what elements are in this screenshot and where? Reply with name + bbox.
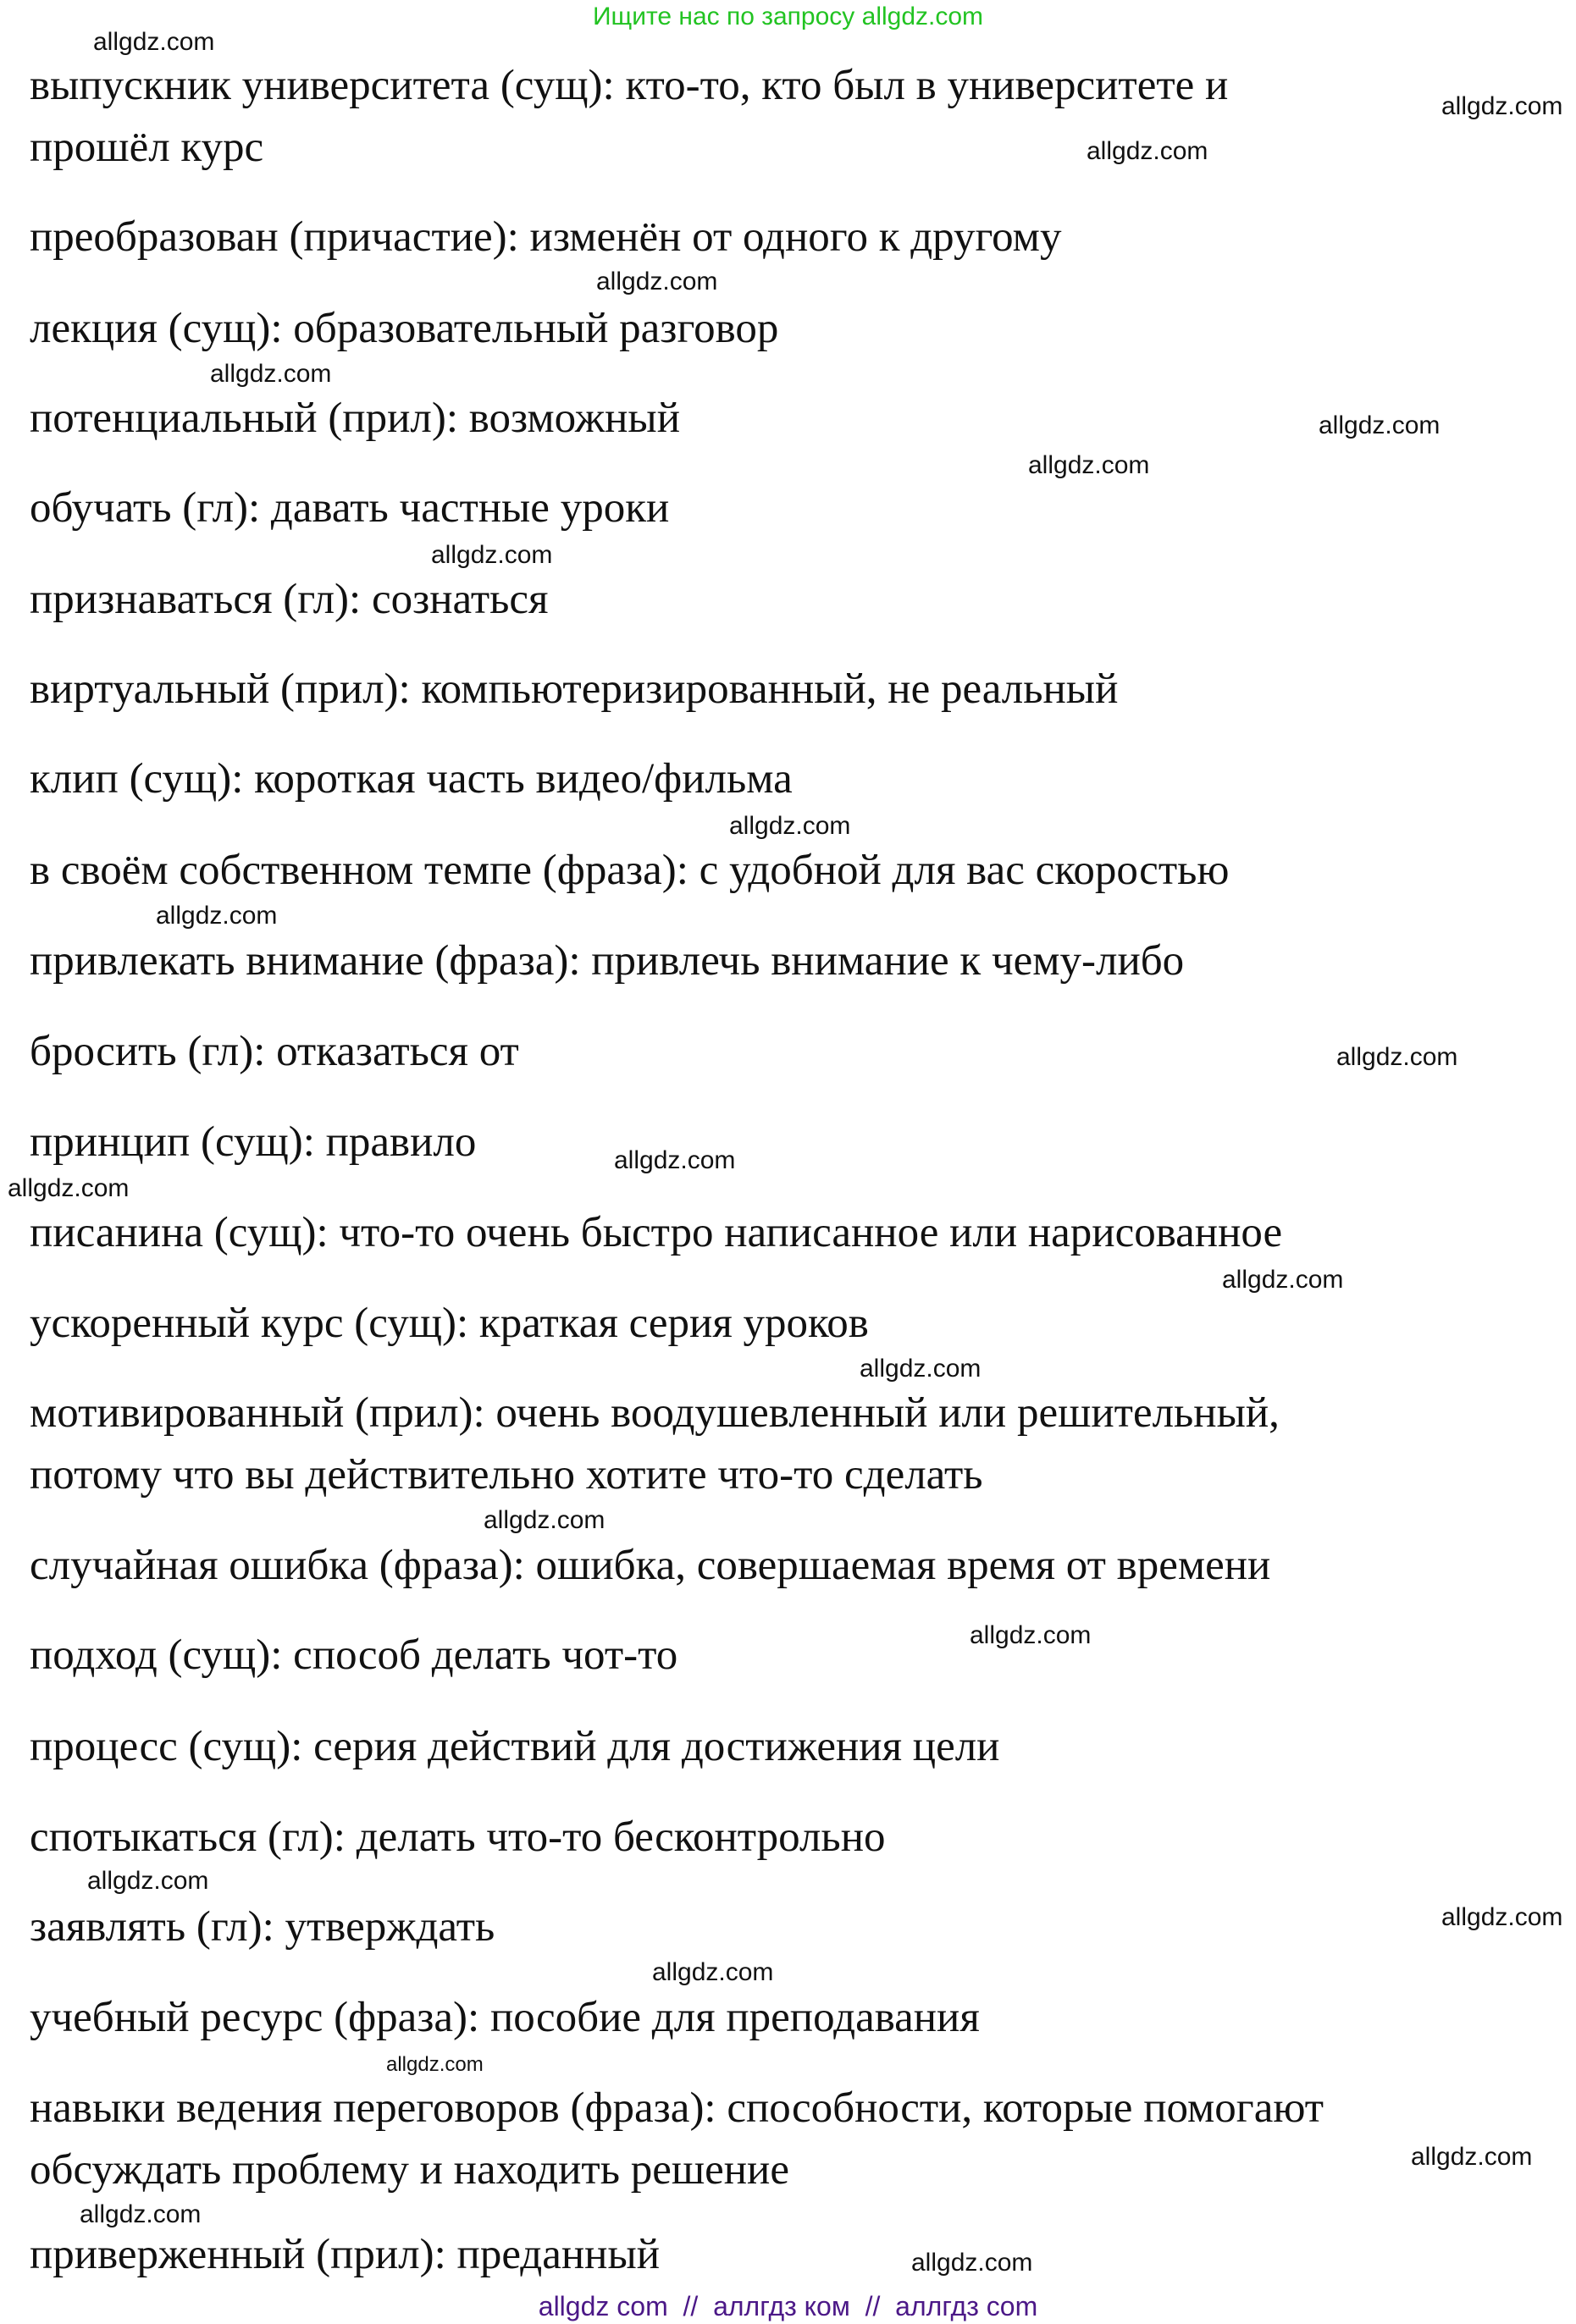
watermark: allgdz.com xyxy=(970,1621,1092,1649)
glossary-entry: писанина (сущ): что-то очень быстро написанное или нарисованное xyxy=(30,1209,1283,1256)
glossary-entry: потенциальный (прил): возможный xyxy=(30,395,680,442)
watermark: allgdz.com xyxy=(484,1506,606,1534)
glossary-entry: лекция (сущ): образовательный разговор xyxy=(30,305,779,352)
watermark: allgdz.com xyxy=(1411,2143,1533,2171)
watermark: allgdz.com xyxy=(210,360,332,388)
glossary-entry: виртуальный (прил): компьютеризированный, не реальный xyxy=(30,665,1119,713)
watermark: allgdz.com xyxy=(1028,451,1150,479)
watermark: allgdz.com xyxy=(911,2249,1033,2277)
watermark: allgdz.com xyxy=(1319,411,1441,439)
watermark: allgdz.com xyxy=(156,902,278,930)
glossary-entry: спотыкаться (гл): делать что-то бесконтрольно xyxy=(30,1813,886,1861)
glossary-entry: мотивированный (прил): очень воодушевленный или решительный, потому что вы действительно хотите что-то сделать xyxy=(30,1389,1280,1499)
glossary-entry: приверженный (прил): преданный xyxy=(30,2231,661,2278)
glossary-entry: бросить (гл): отказаться от xyxy=(30,1028,519,1075)
watermark: allgdz.com xyxy=(1087,137,1208,165)
watermark: allgdz.com xyxy=(87,1867,209,1895)
footer-links: allgdz com // аллгдз ком // аллгдз com xyxy=(538,2291,1038,2321)
watermark: allgdz.com xyxy=(386,2053,484,2076)
watermark: allgdz.com xyxy=(1222,1266,1344,1294)
watermark: allgdz.com xyxy=(93,28,215,56)
watermark: allgdz.com xyxy=(1336,1043,1458,1071)
glossary-entry: навыки ведения переговоров (фраза): способности, которые помогают обсуждать проблему и находить решение xyxy=(30,2084,1324,2194)
search-banner: Ищите нас по запросу allgdz.com xyxy=(592,3,984,30)
watermark: allgdz.com xyxy=(8,1174,130,1202)
glossary-entry: заявлять (гл): утверждать xyxy=(30,1903,495,1951)
watermark: allgdz.com xyxy=(1441,1903,1563,1931)
watermark: allgdz.com xyxy=(1441,92,1563,120)
glossary-entry: привлекать внимание (фраза): привлечь внимание к чему-либо xyxy=(30,937,1185,985)
glossary-entry: ускоренный курс (сущ): краткая серия уроков xyxy=(30,1300,869,1347)
glossary-entry: подход (сущ): способ делать чот-то xyxy=(30,1631,678,1679)
watermark: allgdz.com xyxy=(596,268,718,295)
glossary-entry: признаваться (гл): сознаться xyxy=(30,576,549,623)
glossary-entry: процесс (сущ): серия действий для достижения цели xyxy=(30,1723,1000,1770)
glossary-entry: случайная ошибка (фраза): ошибка, совершаемая время от времени xyxy=(30,1542,1271,1589)
watermark: allgdz.com xyxy=(729,812,851,840)
watermark: allgdz.com xyxy=(614,1146,736,1174)
watermark: allgdz.com xyxy=(431,541,553,569)
glossary-entry: обучать (гл): давать частные уроки xyxy=(30,484,670,532)
glossary-entry: клип (сущ): короткая часть видео/фильма xyxy=(30,755,793,803)
watermark: allgdz.com xyxy=(652,1958,774,1986)
glossary-entry: учебный ресурс (фраза): пособие для преподавания xyxy=(30,1994,980,2041)
glossary-entry: выпускник университета (сущ): кто-то, кто был в университете и прошёл курс xyxy=(30,62,1229,171)
glossary-entry: преобразован (причастие): изменён от одного к другому xyxy=(30,213,1062,261)
glossary-entry: принцип (сущ): правило xyxy=(30,1118,477,1166)
glossary-entry: в своём собственном темпе (фраза): с удобной для вас скоростью xyxy=(30,847,1230,894)
watermark: allgdz.com xyxy=(80,2200,202,2228)
watermark: allgdz.com xyxy=(860,1355,982,1383)
